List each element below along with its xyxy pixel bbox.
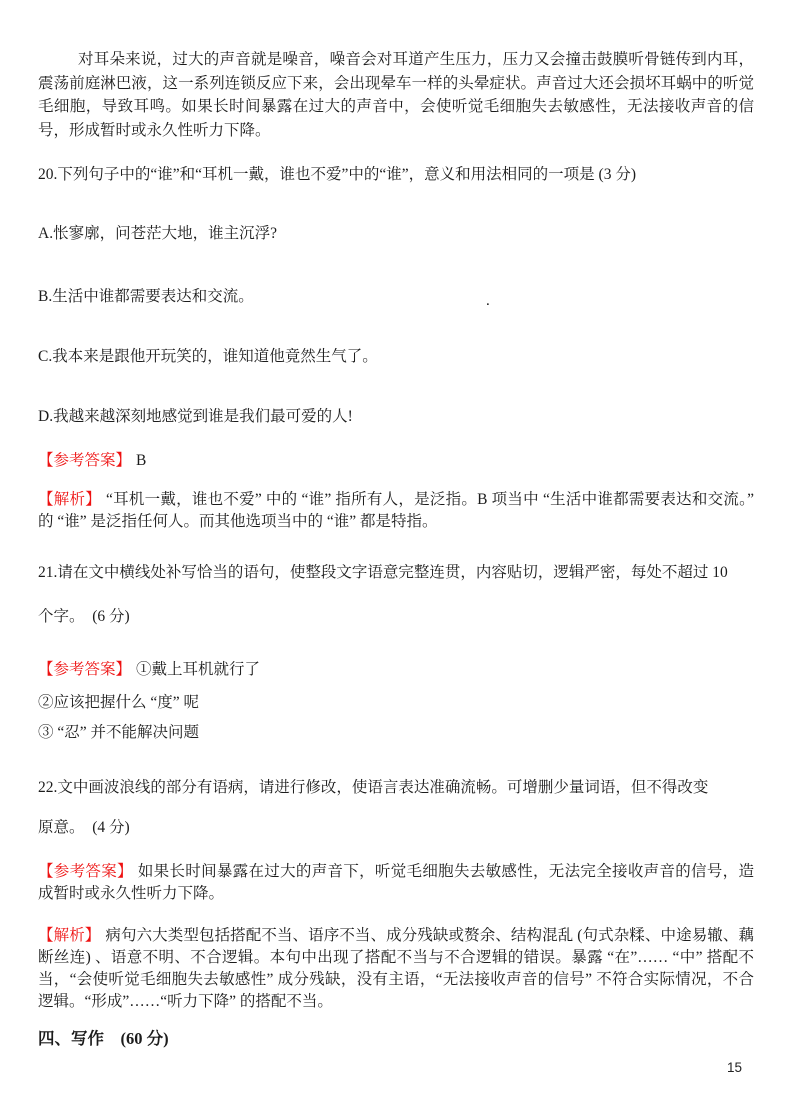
reference-answer-text: B — [136, 452, 147, 469]
answer-blank-2: ②应该把握什么 “度” 呢 — [38, 694, 200, 711]
question-21-answer-line-1 — [38, 658, 754, 681]
reference-answer-label: 【参考答案】 — [38, 661, 132, 678]
question-21-stem-line-1: 21.请在文中横线处补写恰当的语句，使整段文字语意完整连贯，内容贴切，逻辑严密，每处不超过 10 — [38, 564, 728, 581]
question-20-stem: 20.下列句子中的“谁”和“耳机一戴，谁也不爱”中的“谁”，意义和用法相同的一项是 (3 分) — [38, 166, 636, 183]
page-number: 15 — [726, 1060, 742, 1075]
passage-paragraph: 对耳朵来说，过大的声音就是噪音，噪音会对耳道产生压力，压力又会撞击鼓膜听骨链传到内耳，震荡前庭淋巴液，这一系列连锁反应下来，会出现晕车一样的头晕症状。声音过大还会损坏耳蜗中的听觉毛细胞，导致耳鸣。如果长时间暴露在过大的声音中，会使听觉毛细胞失去敏感性，无法接收声音的信号，形成暂时或永久性听力下降。 — [38, 51, 754, 139]
analysis-text: 病句六大类型包括搭配不当、语序不当、成分残缺或赘余、结构混乱 (句式杂糅、中途易辙、藕断丝连) 、语意不明、不合逻辑。本句中出现了搭配不当与不合逻辑的错误。暴露 “在”…… “中” 搭配不当，“会使听觉毛细胞失去敏感性” 成分残缺，没有主语，“无法接收声音的信号” 不符合实际情况，不合逻辑。“形成”……“听力下降” 的搭配不当。 — [38, 927, 754, 1010]
reference-answer-label: 【参考答案】 — [38, 863, 133, 880]
answer-blank-3: ③ “忍” 并不能解决问题 — [38, 724, 200, 741]
section-heading-writing: 四、写作 (60 分) — [38, 1029, 169, 1048]
analysis-label: 【解析】 — [38, 491, 101, 508]
question-22-analysis — [38, 925, 754, 1013]
analysis-text: “耳机一戴，谁也不爱” 中的 “谁” 指所有人，是泛指。B 项当中 “生活中谁都需要表达和交流。” 的 “谁” 是泛指任何人。而其他选项当中的 “谁” 都是特指。 — [38, 491, 754, 530]
question-20-option-a: A.怅寥廓，问苍茫大地，谁主沉浮? — [38, 225, 277, 242]
analysis-label: 【解析】 — [38, 927, 101, 944]
question-22-stem-line-1: 22.文中画波浪线的部分有语病，请进行修改，使语言表达准确流畅。可增删少量词语，但不得改变 — [38, 779, 709, 796]
question-21-stem-line-2: 个字。 (6 分) — [38, 608, 130, 625]
question-20-option-c: C.我本来是跟他开玩笑的，谁知道他竟然生气了。 — [38, 348, 378, 365]
stray-period-mark: . — [486, 293, 490, 309]
question-20-answer-line — [38, 449, 754, 472]
question-22-answer — [38, 861, 754, 905]
question-20-option-b: B.生活中谁都需要表达和交流。 — [38, 288, 254, 305]
reference-answer-text: 如果长时间暴露在过大的声音下，听觉毛细胞失去敏感性，无法完全接收声音的信号，造成暂时或永久性听力下降。 — [38, 863, 754, 902]
question-20-option-d: D.我越来越深刻地感觉到谁是我们最可爱的人! — [38, 408, 353, 425]
question-22-stem-line-2: 原意。 (4 分) — [38, 819, 130, 836]
reference-answer-label: 【参考答案】 — [38, 452, 132, 469]
answer-blank-1: ①戴上耳机就行了 — [136, 661, 261, 678]
question-20-analysis — [38, 489, 754, 533]
